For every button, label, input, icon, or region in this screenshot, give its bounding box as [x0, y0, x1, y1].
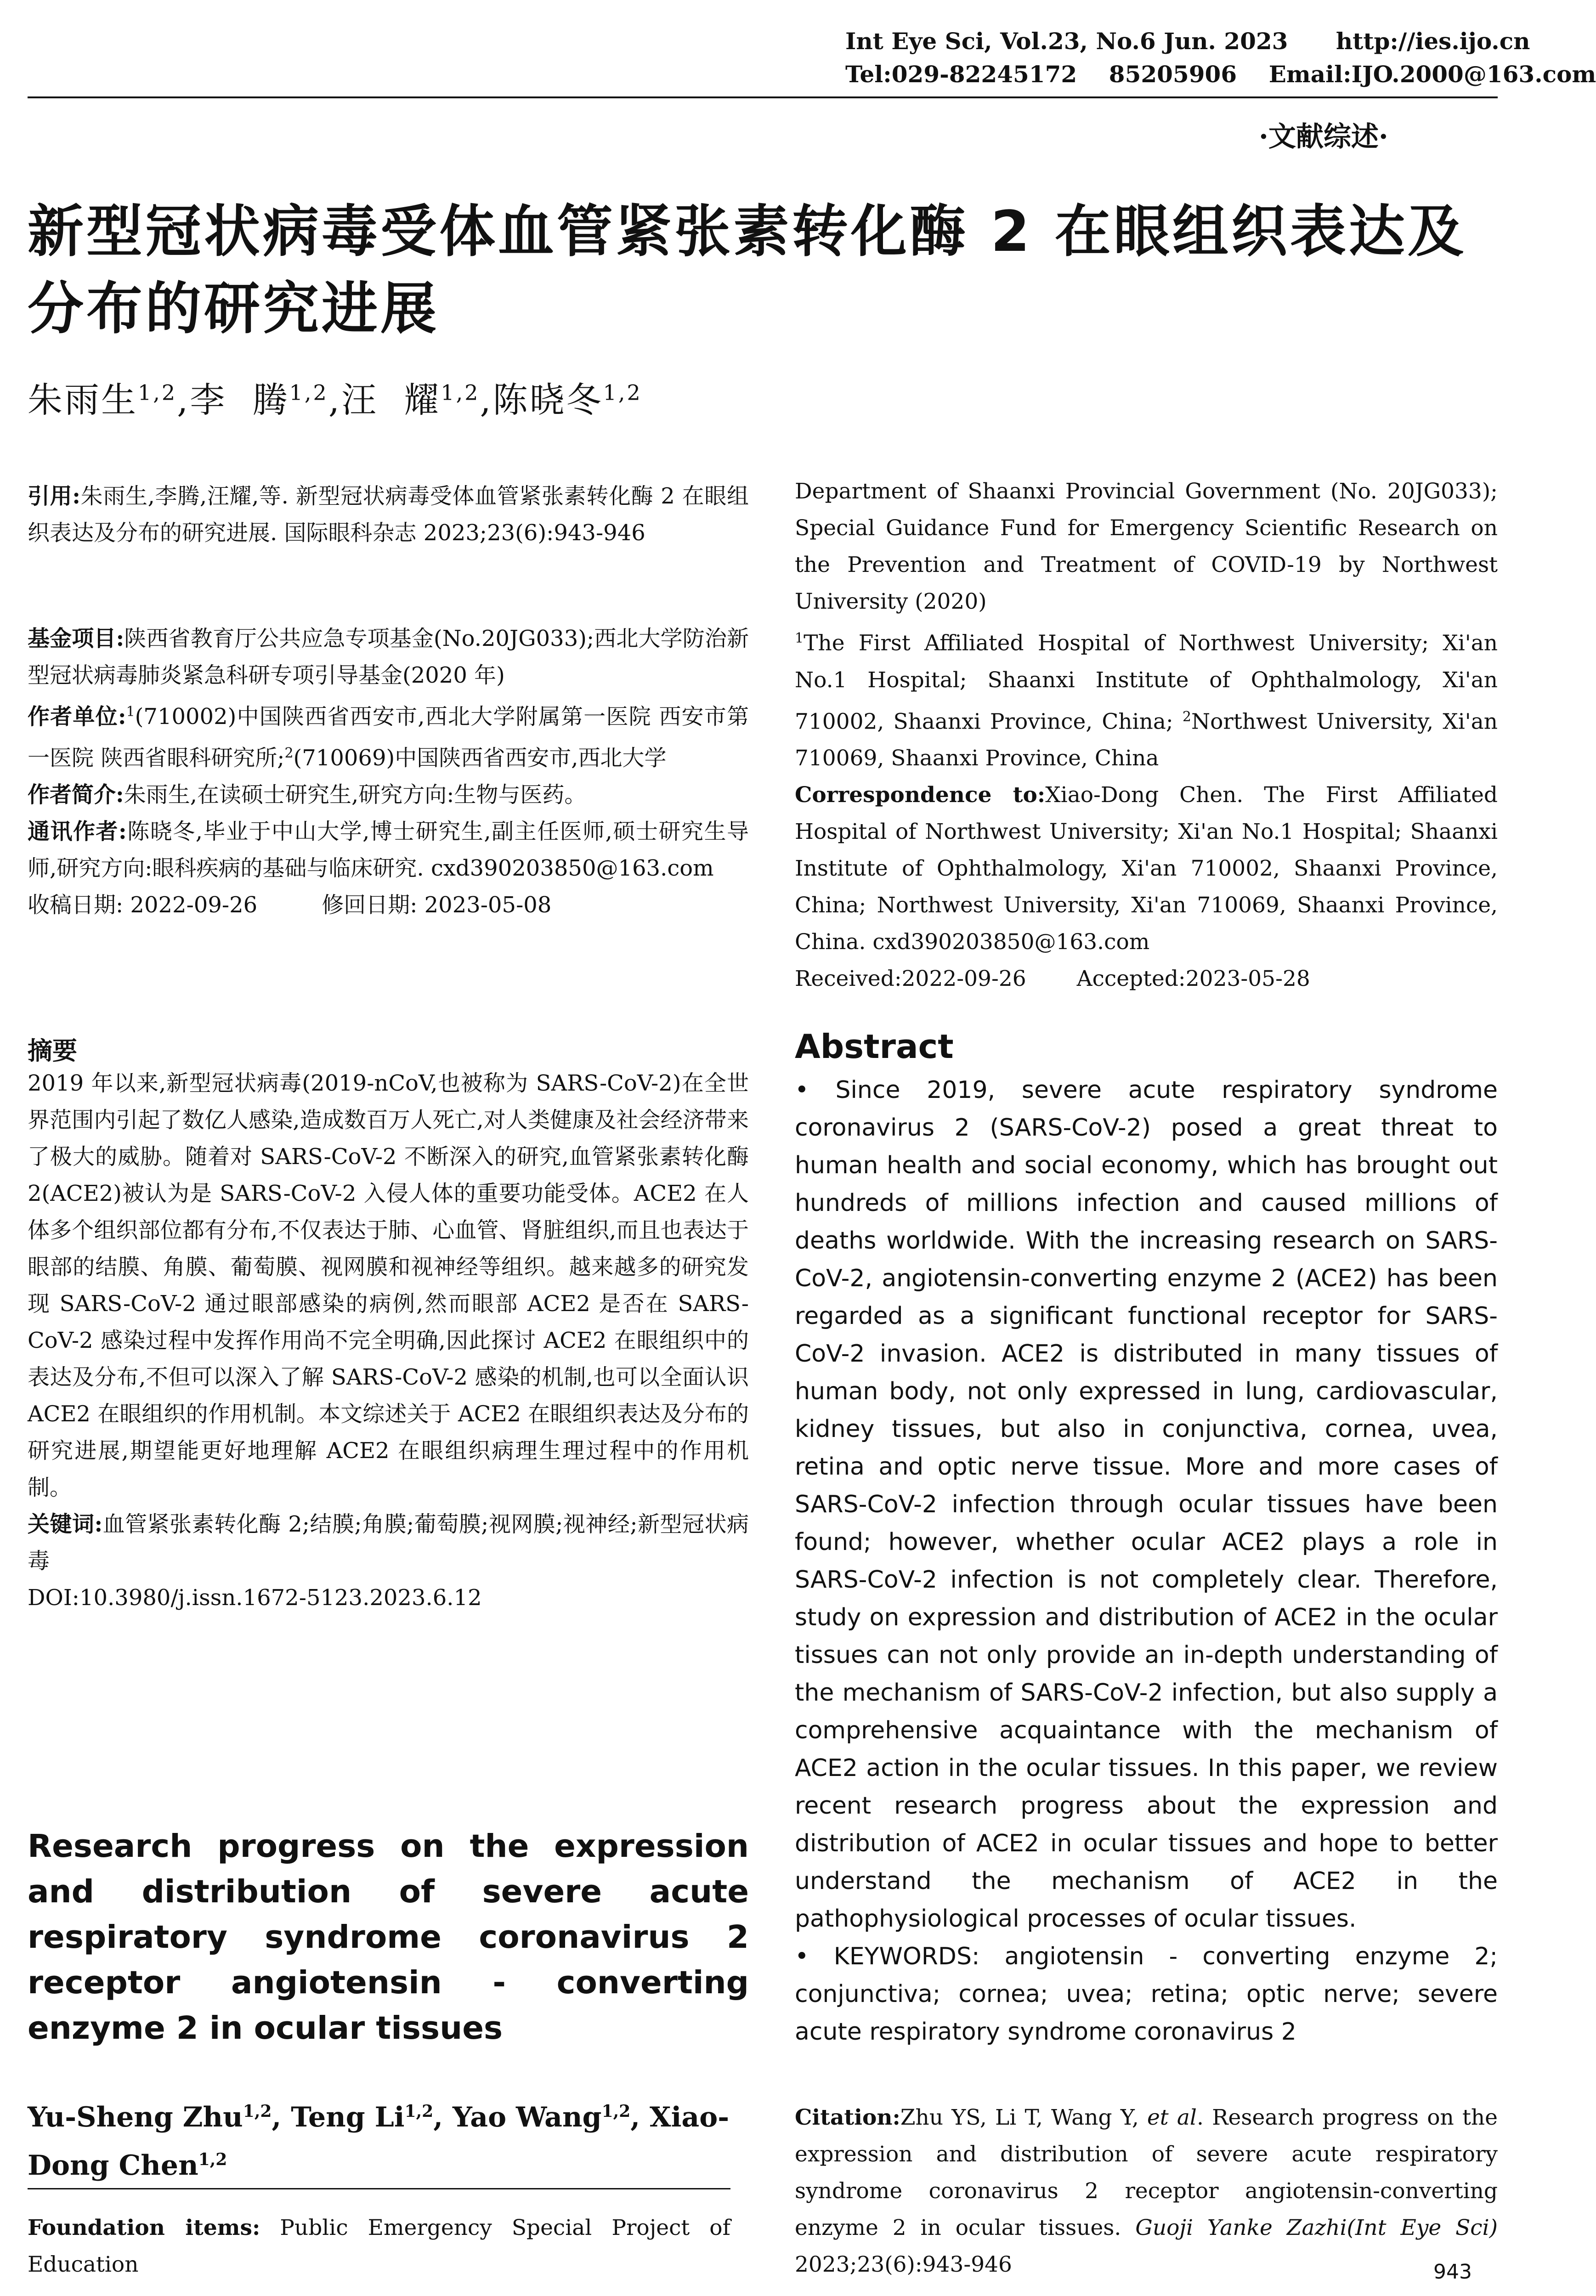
author-name: Teng Li: [291, 2101, 405, 2133]
correspondence-text: Xiao-Dong Chen. The First Affiliated Hospital of Northwest University; Xi'an No.1 Hospital; Shaanxi Institute of Ophthalmology, Xi'an 710002, Shaanxi Province, China; Northwest University, Xi'an 710069, Shaanxi Province, China. cxd390203850@163.com: [795, 782, 1498, 955]
keywords-en: • KEYWORDS: angiotensin - converting enzyme 2; conjunctiva; cornea; uvea; retina; optic nerve; severe acute respiratory syndrome coronavirus 2: [795, 1943, 1498, 2046]
abstract-cn: [28, 1065, 749, 1616]
author-name: 李 腾: [190, 379, 289, 420]
citation-text: 朱雨生,李腾,汪耀,等. 新型冠状病毒受体血管紧张素转化酶 2 在眼组织表达及分布的研究进展. 国际眼科杂志 2023;23(6):943-946: [28, 483, 749, 546]
foundation-items: [28, 2210, 730, 2283]
foundation-divider: [28, 2188, 730, 2189]
corresponding-author: [28, 813, 749, 887]
doi[interactable]: DOI:10.3980/j.issn.1672-5123.2023.6.12: [28, 1585, 482, 1611]
fund-text: 陕西省教育厅公共应急专项基金(No.20JG033);西北大学防治新型冠状病毒肺炎紧急科研专项引导基金(2020 年): [28, 626, 749, 688]
received-date: Received:2022-09-26: [795, 966, 1026, 992]
author-affil-sup: 1,2: [243, 2102, 272, 2121]
citation-label: 引用:: [28, 483, 81, 509]
section-label: ·文献综述·: [1259, 121, 1388, 153]
author-affil-sup: 1,2: [198, 2150, 227, 2169]
dates-en: [795, 961, 1498, 997]
author-name: 朱雨生: [28, 379, 138, 420]
author-affil-sup: 1,2: [601, 2102, 631, 2121]
author-affil-sup: 1,2: [603, 380, 642, 405]
accepted-date: Accepted:2023-05-28: [1076, 966, 1310, 992]
author-name: 陈晓冬: [492, 379, 603, 420]
journal-contact-info: Tel:029-82245172 85205906 Email:IJO.2000@163.com: [845, 61, 1596, 88]
dates-cn: [28, 887, 749, 923]
author-bio: [28, 776, 749, 813]
foundation-text: Public Emergency Special Project of Education: [28, 2215, 730, 2277]
authors-en: [28, 2090, 749, 2187]
affil-sup: 2: [284, 745, 294, 761]
affiliation-en: [795, 620, 1498, 777]
affil-sup: 2: [1182, 708, 1191, 725]
affil-sup: 1: [795, 630, 804, 646]
fund-label: 基金项目:: [28, 626, 125, 651]
correspondence-label: Correspondence to:: [795, 782, 1046, 808]
citation-text: 2023;23(6):943-946: [795, 2252, 1012, 2277]
article-title-cn: 新型冠状病毒受体血管紧张素转化酶 2 在眼组织表达及分布的研究进展: [28, 199, 1466, 341]
citation-en: [795, 2099, 1498, 2283]
affiliation-info: [28, 694, 749, 776]
author-separator: ,: [433, 2101, 453, 2133]
affiliation-text: (710069)中国陕西省西安市,西北大学: [293, 745, 667, 771]
abstract-en: [795, 1071, 1498, 2051]
author-separator: ,: [328, 379, 341, 420]
article-title-en: Research progress on the expression and distribution of severe acute respiratory syndrome coronavirus 2 receptor angiotensin - converting enzyme 2 in ocular tissues: [28, 1828, 749, 2047]
corr-label: 通讯作者:: [28, 819, 127, 844]
author-affil-sup: 1,2: [441, 380, 480, 405]
bio-label: 作者简介:: [28, 782, 124, 808]
header-divider: [28, 96, 1498, 98]
authors-cn: [28, 372, 642, 422]
affiliation-text: Northwest University, Xi'an 710069, Shaanxi Province, China: [795, 709, 1498, 771]
fund-info: [28, 620, 749, 694]
front-matter-cn: [28, 620, 749, 923]
abstract-text-cn: 2019 年以来,新型冠状病毒(2019-nCoV,也被称为 SARS-CoV-2)在全世界范围内引起了数亿人感染,造成数百万人死亡,对人类健康及社会经济带来了极大的威胁。随着对 SARS-CoV-2 不断深入的研究,血管紧张素转化酶 2(ACE2)被认为是 SARS-CoV-2 入侵人体的重要功能受体。ACE2 在人体多个组织部位都有分布,不仅表达于肺、心血管、肾脏组织,而且也表达于眼部的结膜、角膜、葡萄膜、视网膜和视神经等组织。越来越多的研究发现 SARS-CoV-2 通过眼部感染的病例,然而眼部 ACE2 是否在 SARS-CoV-2 感染过程中发挥作用尚不完全明确,因此探讨 ACE2 在眼组织中的表达及分布,不但可以深入了解 SARS-CoV-2 感染的机制,也可以全面认识 ACE2 在眼组织的作用机制。本文综述关于 ACE2 在眼组织表达及分布的研究进展,期望能更好地理解 ACE2 在眼组织病理生理过程中的作用机制。: [28, 1070, 749, 1500]
abstract-heading-cn: 摘要: [28, 1036, 77, 1065]
citation-journal: Guoji Yanke Zazhi(Int Eye Sci): [1135, 2215, 1498, 2240]
citation-text: . Research progress on the expression and distribution of severe acute respiratory syndrome coronavirus 2 receptor angiotensin-converting enzyme 2 in ocular tissues.: [795, 2105, 1498, 2240]
abstract-heading-en: Abstract: [795, 1027, 954, 1066]
received-date: 收稿日期: 2022-09-26: [28, 892, 258, 918]
author-name: Yu-Sheng Zhu: [28, 2101, 243, 2133]
abstract-text-en: • Since 2019, severe acute respiratory syndrome coronavirus 2 (SARS-CoV-2) posed a great threat to human health and social economy, which has brought out hundreds of millions infection and caused millions of deaths worldwide. With the increasing research on SARS-CoV-2, angiotensin-converting enzyme 2 (ACE2) has been regarded as a significant functional receptor for SARS-CoV-2 invasion. ACE2 is distributed in many tissues of human body, not only expressed in lung, cardiovascular, kidney tissues, but also in conjunctiva, cornea, uvea, retina and optic nerve tissue. More and more cases of SARS-CoV-2 infection through ocular tissues have been found; however, whether ocular ACE2 plays a role in SARS-CoV-2 infection is not completely clear. Therefore, study on expression and distribution of ACE2 in the ocular tissues can not only provide an in-depth understanding of the mechanism of SARS-CoV-2 infection, but also supply a comprehensive acquaintance with the mechanism of ACE2 action in the ocular tissues. In this paper, we review recent research progress about the expression and distribution of ACE2 in ocular tissues and hope to better understand the mechanism of ACE2 in the pathophysiological processes of ocular tissues.: [795, 1076, 1498, 1933]
keywords-cn: [28, 1506, 749, 1579]
author-affil-sup: 1,2: [404, 2102, 434, 2121]
author-separator: ,: [630, 2101, 650, 2133]
citation-etal: et al: [1147, 2105, 1197, 2130]
author-affil-sup: 1,2: [138, 380, 177, 405]
author-separator: ,: [272, 2101, 291, 2133]
author-separator: ,: [177, 379, 190, 420]
author-separator: ,: [480, 379, 493, 420]
affil-sup: 1: [126, 704, 135, 720]
keywords-label: 关键词:: [28, 1511, 103, 1537]
author-name: Yao Wang: [453, 2101, 602, 2133]
revised-date: 修回日期: 2023-05-08: [322, 892, 552, 918]
journal-header-info: Int Eye Sci, Vol.23, No.6 Jun. 2023 http://ies.ijo.cn: [845, 28, 1530, 55]
citation-text: Zhu YS, Li T, Wang Y,: [900, 2105, 1147, 2130]
foundation-continued: Department of Shaanxi Provincial Government (No. 20JG033); Special Guidance Fund for Emergency Scientific Research on the Prevention and Treatment of COVID-19 by Northwest University (2020): [795, 479, 1498, 614]
author-name: 汪 耀: [341, 379, 441, 420]
affiliation-text: (710002)中国陕西省西安市,西北大学附属第一医院 西安市第一医院 陕西省眼科研究所;: [28, 704, 749, 771]
author-affil-sup: 1,2: [289, 380, 328, 405]
keywords-text: 血管紧张素转化酶 2;结膜;角膜;葡萄膜;视网膜;视神经;新型冠状病毒: [28, 1511, 749, 1574]
foundation-label: Foundation items:: [28, 2215, 260, 2240]
correspondence-en: [795, 777, 1498, 961]
citation-label: Citation:: [795, 2105, 900, 2130]
page-number: 943: [1433, 2260, 1472, 2284]
corr-text: 陈晓冬,毕业于中山大学,博士研究生,副主任医师,硕士研究生导师,研究方向:眼科疾病的基础与临床研究. cxd390203850@163.com: [28, 819, 749, 881]
bio-text: 朱雨生,在读硕士研究生,研究方向:生物与医药。: [124, 782, 587, 808]
affiliation-label: 作者单位:: [28, 704, 126, 730]
citation-cn: [28, 478, 749, 551]
front-matter-en: [795, 473, 1498, 997]
author-name: Xiao-Dong Chen: [28, 2101, 730, 2182]
affiliation-text: The First Affiliated Hospital of Northwest University; Xi'an No.1 Hospital; Shaanxi Institute of Ophthalmology, Xi'an 710002, Shaanxi Province, China;: [795, 630, 1498, 735]
